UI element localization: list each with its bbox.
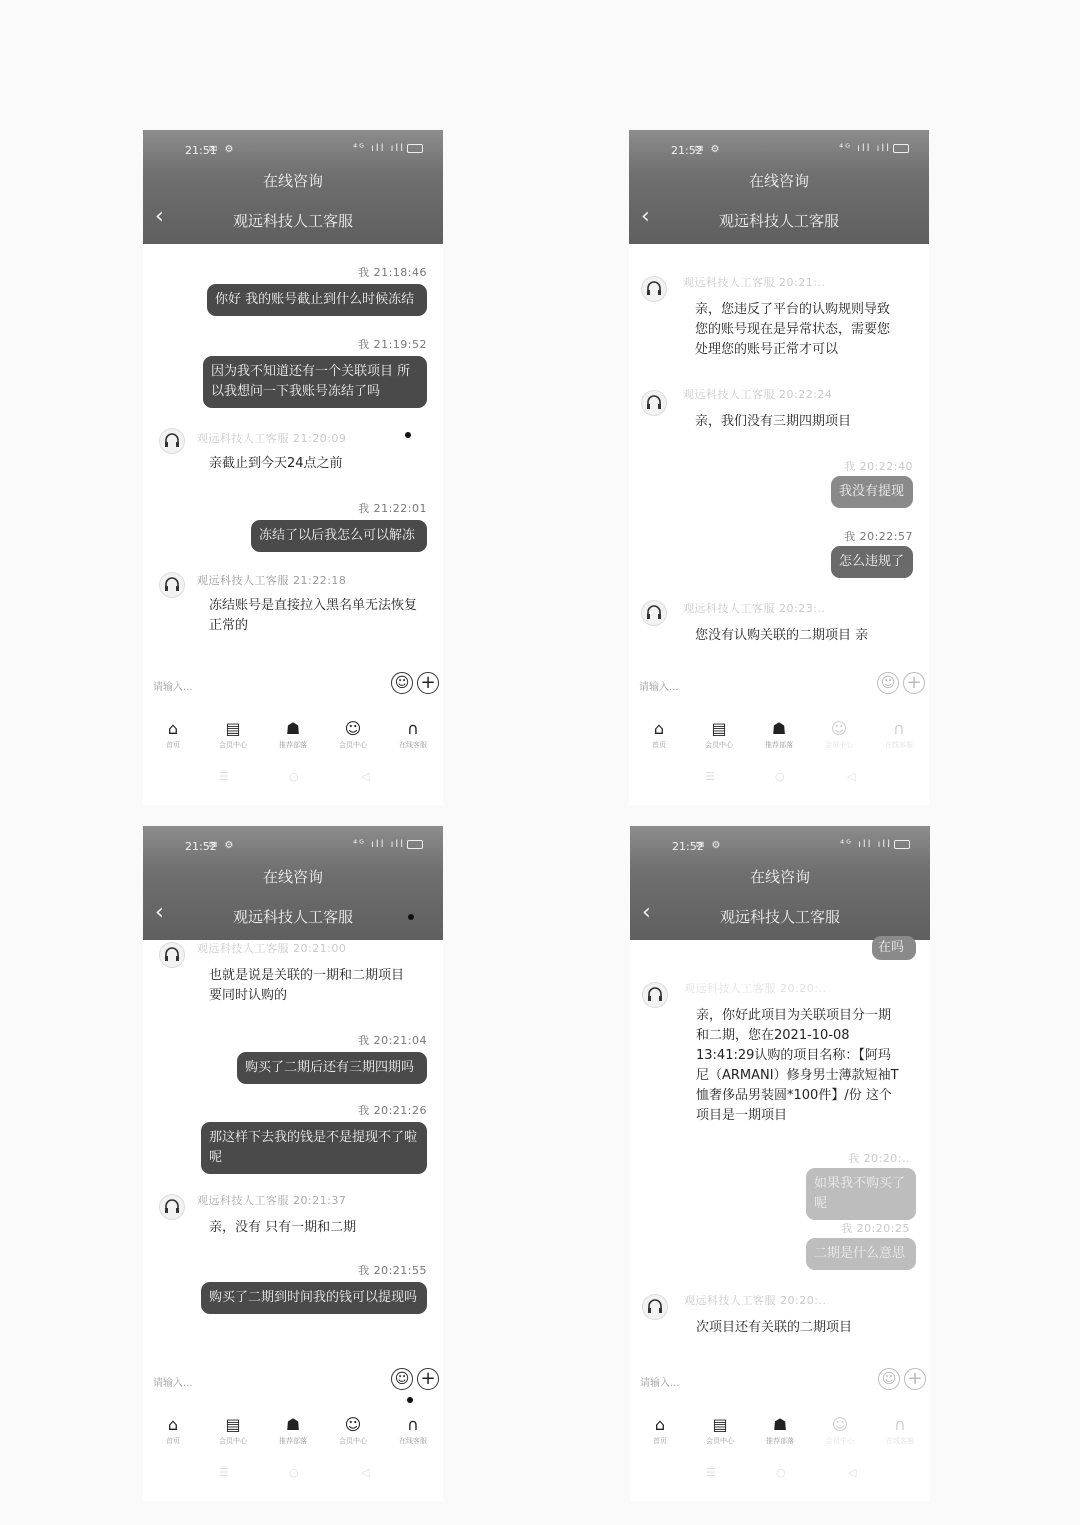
message-list[interactable] (629, 250, 929, 670)
bottom-tab-bar (143, 1416, 443, 1456)
tab-profile[interactable]: ☺ 会员中心 (809, 720, 869, 750)
message-meta: 我 21:18:46 (358, 266, 427, 279)
tab-member-center[interactable]: ▤ 会员中心 (690, 1416, 750, 1446)
message-meta: 我 21:22:01 (358, 502, 427, 515)
emoji-icon[interactable]: ☺ (877, 672, 899, 694)
tab-support[interactable]: ∩ 在线客服 (383, 1416, 443, 1446)
chat-agent-name: 观远科技人工客服 (718, 212, 839, 230)
page-title: 在线咨询 (262, 172, 323, 190)
status-bar (629, 140, 929, 160)
users-icon: ☗ (772, 1415, 788, 1434)
bottom-tab-bar (630, 1416, 930, 1456)
page-title: 在线咨询 (262, 868, 323, 886)
users-icon: ☗ (771, 719, 787, 738)
message-input-row (143, 670, 443, 700)
user-message-bubble: 怎么违规了 (831, 546, 913, 578)
message-list[interactable] (143, 940, 443, 1360)
smile-icon: ☺ (344, 719, 362, 738)
tab-home[interactable]: ⌂ 首页 (630, 1416, 690, 1446)
scan-speck (407, 1397, 413, 1403)
tab-profile[interactable]: ☺ 会员中心 (323, 1416, 383, 1446)
signal-icon: ⁴ᴳ ıll ıll (839, 143, 909, 154)
message-meta: 观远科技人工客服 20:20:.. (684, 982, 827, 995)
message-input-row (630, 1366, 930, 1396)
message-input[interactable]: 请输入... (640, 1378, 680, 1389)
headset-icon (646, 986, 664, 1004)
signal-icon: ⁴ᴳ ıll ıll (840, 839, 910, 850)
agent-avatar (641, 390, 667, 416)
status-bar (143, 836, 443, 856)
system-nav-bar (630, 1466, 930, 1486)
message-input[interactable]: 请输入... (153, 682, 193, 693)
headset-icon (163, 946, 181, 964)
home-icon: ⌂ (653, 719, 665, 738)
user-message-bubble: 在吗 (872, 936, 916, 960)
list-icon: ▤ (225, 1415, 241, 1434)
headset-icon (163, 432, 181, 450)
chat-header (629, 130, 929, 244)
tab-member-center[interactable]: ▤ 会员中心 (203, 1416, 263, 1446)
home-icon: ⌂ (167, 719, 179, 738)
message-meta: 我 21:19:52 (358, 338, 427, 351)
battery-icon (894, 840, 910, 849)
notification-icons: ✉ ⚙ (695, 144, 722, 155)
chat-agent-name: 观远科技人工客服 (232, 212, 353, 230)
headset-icon (163, 1198, 181, 1216)
chat-header (143, 130, 443, 244)
headset-icon: ∩ (407, 719, 419, 738)
chat-agent-name: 观远科技人工客服 (719, 908, 840, 926)
headset-icon: ∩ (893, 719, 905, 738)
home-icon: ⌂ (167, 1415, 179, 1434)
message-input-row (143, 1366, 443, 1396)
chat-screenshot-2 (629, 130, 929, 805)
page-title: 在线咨询 (749, 868, 810, 886)
agent-avatar (159, 1194, 185, 1220)
headset-icon (646, 1298, 664, 1316)
agent-message-text: 亲，你好此项目为关联项目分一期和二期，您在2021-10-08 13:41:29认购的项目名称：【阿玛尼（ARMANI）修身男士薄款短袖T恤奢侈品男装圆*100件】/份 这个项目是一期项目 (696, 1008, 899, 1123)
signal-icon: ⁴ᴳ ıll ıll (353, 839, 423, 850)
back-arrow-icon[interactable]: ‹ (155, 900, 164, 925)
scan-speck (405, 432, 411, 438)
users-icon: ☗ (285, 1415, 301, 1434)
agent-avatar (159, 572, 185, 598)
headset-icon (163, 576, 181, 594)
user-message-bubble: 因为我不知道还有一个关联项目 所以我想问一下我账号冻结了吗 (203, 356, 427, 408)
system-nav-bar (143, 1466, 443, 1486)
tab-community[interactable]: ☗ 推荐部落 (749, 720, 809, 750)
headset-icon: ∩ (407, 1415, 419, 1434)
agent-message-text: 冻结账号是直接拉入黑名单无法恢复正常的 (209, 598, 418, 633)
message-input-row (629, 670, 929, 700)
status-time: 21:52 (672, 840, 704, 853)
plus-icon[interactable]: + (904, 1368, 926, 1390)
battery-icon (407, 144, 423, 153)
home-circle-icon[interactable]: ○ (776, 1466, 786, 1479)
message-meta: 观远科技人工客服 21:20:09 (197, 432, 347, 445)
tab-support[interactable]: ∩ 在线客服 (870, 1416, 930, 1446)
tab-community[interactable]: ☗ 推荐部落 (750, 1416, 810, 1446)
list-icon: ▤ (711, 719, 727, 738)
battery-icon (893, 144, 909, 153)
status-time: 21:52 (671, 144, 703, 157)
message-meta: 我 20:20:25 (841, 1222, 910, 1235)
agent-message-text: 您没有认购关联的二期项目 亲 (695, 628, 869, 643)
agent-message-text: 也就是说是关联的一期和二期项目要同时认购的 (209, 968, 405, 1003)
message-meta: 观远科技人工客服 21:22:18 (197, 574, 347, 587)
emoji-icon[interactable]: ☺ (391, 672, 413, 694)
menu-icon[interactable]: ☰ (219, 1466, 229, 1479)
message-meta: 观远科技人工客服 20:21:.. (683, 276, 826, 289)
message-input[interactable]: 请输入... (639, 682, 679, 693)
tab-support[interactable]: ∩ 在线客服 (383, 720, 443, 750)
user-message-bubble: 你好 我的账号截止到什么时候冻结 (207, 284, 427, 316)
tab-member-center[interactable]: ▤ 会员中心 (203, 720, 263, 750)
chat-header (630, 826, 930, 940)
home-icon: ⌂ (654, 1415, 666, 1434)
plus-icon[interactable]: + (903, 672, 925, 694)
tab-support[interactable]: ∩ 在线客服 (869, 720, 929, 750)
message-meta: 观远科技人工客服 20:21:00 (197, 942, 347, 955)
tab-home[interactable]: ⌂ 首页 (143, 720, 203, 750)
agent-message-text: 亲，我们没有三期四期项目 (695, 414, 852, 429)
user-message-bubble: 冻结了以后我怎么可以解冻 (251, 520, 427, 552)
message-meta: 观远科技人工客服 20:21:37 (197, 1194, 347, 1207)
back-arrow-icon[interactable]: ‹ (642, 900, 651, 925)
smile-icon: ☺ (344, 1415, 362, 1434)
tab-community[interactable]: ☗ 推荐部落 (263, 1416, 323, 1446)
back-icon[interactable]: ◁ (848, 1466, 857, 1479)
battery-icon (407, 840, 423, 849)
tab-community[interactable]: ☗ 推荐部落 (263, 720, 323, 750)
bottom-tab-bar (143, 720, 443, 760)
page-title: 在线咨询 (748, 172, 809, 190)
home-circle-icon[interactable]: ○ (289, 1466, 299, 1479)
signal-icon: ⁴ᴳ ıll ıll (353, 143, 423, 154)
tab-profile[interactable]: ☺ 会员中心 (810, 1416, 870, 1446)
bottom-tab-bar (629, 720, 929, 760)
message-meta: 观远科技人工客服 20:22:24 (683, 388, 833, 401)
emoji-icon[interactable]: ☺ (391, 1368, 413, 1390)
headset-icon (645, 394, 663, 412)
users-icon: ☗ (285, 719, 301, 738)
agent-avatar (641, 600, 667, 626)
agent-avatar (642, 982, 668, 1008)
agent-avatar (641, 276, 667, 302)
back-icon[interactable]: ◁ (361, 770, 370, 783)
scan-speck (408, 914, 414, 920)
system-nav-bar (143, 770, 443, 790)
message-meta: 观远科技人工客服 20:20:.. (684, 1294, 827, 1307)
notification-icons: ✉ ⚙ (209, 144, 236, 155)
status-bar (143, 140, 443, 160)
user-message-bubble: 购买了二期后还有三期四期吗 (237, 1052, 427, 1084)
back-arrow-icon[interactable]: ‹ (155, 204, 164, 229)
message-meta: 我 20:21:04 (358, 1034, 427, 1047)
message-meta: 我 20:22:57 (844, 530, 913, 543)
home-circle-icon[interactable]: ○ (289, 770, 299, 783)
message-meta: 我 20:21:26 (358, 1104, 427, 1117)
message-meta: 我 20:20:.. (848, 1152, 910, 1165)
plus-icon[interactable]: + (417, 1368, 439, 1390)
status-bar (630, 836, 930, 856)
notification-icons: ✉ ⚙ (209, 840, 236, 851)
chat-agent-name: 观远科技人工客服 (232, 908, 353, 926)
notification-icons: ✉ ⚙ (696, 840, 723, 851)
menu-icon[interactable]: ☰ (219, 770, 229, 783)
agent-avatar (159, 428, 185, 454)
message-meta: 观远科技人工客服 20:23:.. (683, 602, 826, 615)
chat-screenshot-3 (143, 826, 443, 1501)
chat-header (143, 826, 443, 940)
agent-avatar (642, 1294, 668, 1320)
back-icon[interactable]: ◁ (847, 770, 856, 783)
system-nav-bar (629, 770, 929, 790)
tab-home[interactable]: ⌂ 首页 (143, 1416, 203, 1446)
list-icon: ▤ (225, 719, 241, 738)
agent-message-text: 亲，没有 只有一期和二期 (209, 1220, 357, 1235)
menu-icon[interactable]: ☰ (706, 1466, 716, 1479)
user-message-bubble: 我没有提现 (831, 476, 913, 508)
message-meta: 我 20:21:55 (358, 1264, 427, 1277)
message-input[interactable]: 请输入... (153, 1378, 193, 1389)
message-meta: 我 20:22:40 (844, 460, 913, 473)
tab-member-center[interactable]: ▤ 会员中心 (689, 720, 749, 750)
status-time: 21:51 (185, 144, 217, 157)
emoji-icon[interactable]: ☺ (878, 1368, 900, 1390)
headset-icon (645, 280, 663, 298)
smile-icon: ☺ (830, 719, 848, 738)
agent-message-text: 次项目还有关联的二期项目 (696, 1320, 853, 1335)
status-time: 21:52 (185, 840, 217, 853)
chat-screenshot-4 (630, 826, 930, 1501)
agent-message-text: 亲截止到今天24点之前 (209, 456, 343, 471)
menu-icon[interactable]: ☰ (705, 770, 715, 783)
headset-icon (645, 604, 663, 622)
user-message-bubble: 那这样下去我的钱是不是提现不了啦呢 (201, 1122, 427, 1174)
back-arrow-icon[interactable]: ‹ (641, 204, 650, 229)
message-list[interactable] (630, 936, 930, 1356)
list-icon: ▤ (712, 1415, 728, 1434)
headset-icon: ∩ (894, 1415, 906, 1434)
user-message-bubble: 二期是什么意思 (806, 1238, 916, 1270)
back-icon[interactable]: ◁ (361, 1466, 370, 1479)
user-message-bubble: 购买了二期到时间我的钱可以提现吗 (201, 1282, 427, 1314)
agent-avatar (159, 942, 185, 968)
user-message-bubble: 如果我不购买了呢 (806, 1168, 916, 1220)
smile-icon: ☺ (831, 1415, 849, 1434)
tab-home[interactable]: ⌂ 首页 (629, 720, 689, 750)
agent-message-text: 亲，您违反了平台的认购规则导致您的账号现在是异常状态，需要您处理您的账号正常才可以 (695, 302, 891, 357)
home-circle-icon[interactable]: ○ (775, 770, 785, 783)
chat-screenshot-1 (143, 130, 443, 805)
message-list[interactable] (143, 250, 443, 670)
plus-icon[interactable]: + (417, 672, 439, 694)
tab-profile[interactable]: ☺ 会员中心 (323, 720, 383, 750)
